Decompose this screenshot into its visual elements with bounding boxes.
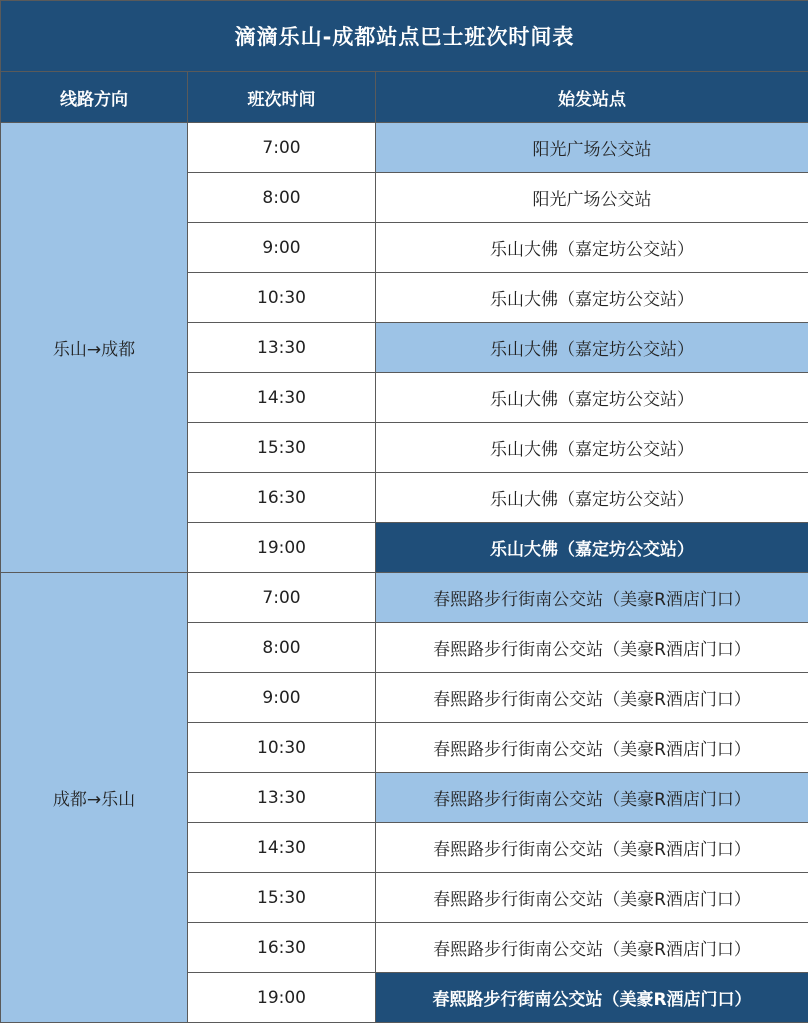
origin-stop-cell: 阳光广场公交站: [376, 173, 808, 223]
header-route: 线路方向: [1, 72, 188, 123]
origin-stop-cell: 春熙路步行街南公交站（美豪R酒店门口）: [376, 873, 808, 923]
departure-time-cell: 13:30: [188, 323, 376, 373]
origin-stop-cell: 乐山大佛（嘉定坊公交站）: [376, 423, 808, 473]
origin-stop-cell: 春熙路步行街南公交站（美豪R酒店门口）: [376, 623, 808, 673]
departure-time-cell: 8:00: [188, 173, 376, 223]
departure-time-cell: 15:30: [188, 873, 376, 923]
origin-stop-cell: 阳光广场公交站: [376, 123, 808, 173]
departure-time-cell: 19:00: [188, 523, 376, 573]
origin-stop-cell: 春熙路步行街南公交站（美豪R酒店门口）: [376, 923, 808, 973]
departure-time-cell: 10:30: [188, 723, 376, 773]
table-row: [1, 573, 808, 623]
departure-time-cell: 10:30: [188, 273, 376, 323]
origin-stop-cell: 春熙路步行街南公交站（美豪R酒店门口）: [376, 773, 808, 823]
table-row: [1, 123, 808, 173]
origin-stop-cell: 春熙路步行街南公交站（美豪R酒店门口）: [376, 973, 808, 1023]
origin-stop-cell: 春熙路步行街南公交站（美豪R酒店门口）: [376, 723, 808, 773]
origin-stop-cell: 乐山大佛（嘉定坊公交站）: [376, 223, 808, 273]
origin-stop-cell: 乐山大佛（嘉定坊公交站）: [376, 523, 808, 573]
origin-stop-cell: 春熙路步行街南公交站（美豪R酒店门口）: [376, 823, 808, 873]
route-direction-cell: 成都→乐山: [1, 573, 188, 1023]
header-stop: 始发站点: [376, 72, 808, 123]
origin-stop-cell: 乐山大佛（嘉定坊公交站）: [376, 473, 808, 523]
departure-time-cell: 8:00: [188, 623, 376, 673]
departure-time-cell: 7:00: [188, 573, 376, 623]
origin-stop-cell: 乐山大佛（嘉定坊公交站）: [376, 323, 808, 373]
departure-time-cell: 14:30: [188, 823, 376, 873]
header-row: [1, 72, 808, 123]
departure-time-cell: 14:30: [188, 373, 376, 423]
table-title: 滴滴乐山-成都站点巴士班次时间表: [1, 1, 808, 72]
departure-time-cell: 16:30: [188, 473, 376, 523]
title-row: [1, 1, 808, 72]
origin-stop-cell: 春熙路步行街南公交站（美豪R酒店门口）: [376, 573, 808, 623]
departure-time-cell: 19:00: [188, 973, 376, 1023]
origin-stop-cell: 乐山大佛（嘉定坊公交站）: [376, 273, 808, 323]
route-direction-cell: 乐山→成都: [1, 123, 188, 573]
departure-time-cell: 9:00: [188, 673, 376, 723]
departure-time-cell: 15:30: [188, 423, 376, 473]
origin-stop-cell: 乐山大佛（嘉定坊公交站）: [376, 373, 808, 423]
schedule-body: [1, 123, 808, 1023]
departure-time-cell: 7:00: [188, 123, 376, 173]
departure-time-cell: 13:30: [188, 773, 376, 823]
origin-stop-cell: 春熙路步行街南公交站（美豪R酒店门口）: [376, 673, 808, 723]
departure-time-cell: 9:00: [188, 223, 376, 273]
departure-time-cell: 16:30: [188, 923, 376, 973]
header-time: 班次时间: [188, 72, 376, 123]
